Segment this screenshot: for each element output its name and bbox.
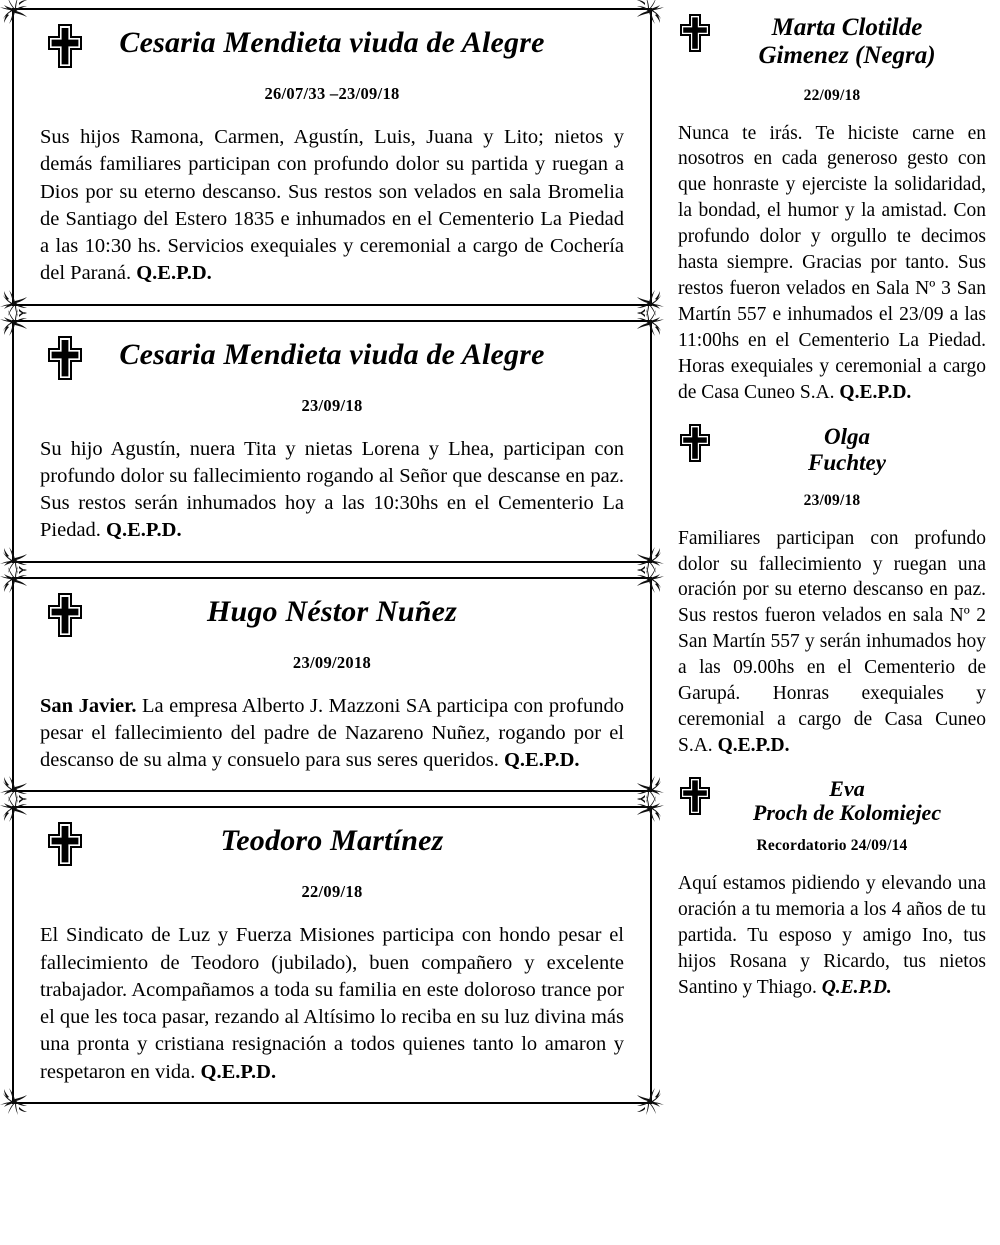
deceased-name-line2: Gimenez (Negra) [758, 42, 936, 70]
obituary-notice [12, 577, 652, 793]
floral-corner-ornament-icon [0, 307, 32, 341]
notice-header [40, 24, 624, 70]
notice-date: Recordatorio 24/09/14 [756, 837, 908, 855]
deceased-name: Hugo Néstor Nuñez [206, 594, 458, 628]
notice-date: 22/09/18 [301, 882, 363, 902]
floral-corner-ornament-icon [632, 307, 666, 341]
notice-body [40, 693, 624, 775]
obituary-notice [12, 8, 652, 306]
notice-date: 23/09/2018 [292, 652, 372, 672]
floral-corner-ornament-icon [0, 771, 32, 805]
deceased-name: Teodoro Martínez [220, 824, 444, 858]
floral-corner-ornament-icon [0, 0, 32, 29]
obituary-notice [12, 320, 652, 563]
notice-date: 26/07/33 –23/09/18 [264, 84, 400, 103]
latin-cross-icon [680, 777, 710, 815]
latin-cross-icon [680, 424, 710, 462]
deceased-name-line1: Marta Clotilde [771, 14, 923, 41]
floral-corner-ornament-icon [632, 771, 666, 805]
obituary-notice [678, 424, 986, 759]
notice-header [40, 593, 624, 639]
notice-body [678, 526, 986, 759]
latin-cross-icon [680, 14, 710, 52]
qepd-closing: Q.E.P.D. [717, 734, 790, 756]
floral-corner-ornament-icon [632, 542, 666, 576]
notice-body [40, 436, 624, 545]
floral-corner-ornament-icon [632, 0, 666, 29]
deceased-name-line2: Fuchtey [808, 449, 886, 475]
notice-body-text: Aquí estamos pidiendo y elevando una oración a tu memoria a los 4 años de tu partida. Tu esposo y amigo Ino, tus hijos Rosana y Ricardo, tus nietos Santino y Thiago. [678, 873, 986, 998]
floral-corner-ornament-icon [0, 564, 32, 598]
deceased-name-line2: Proch de Kolomiejec [752, 800, 942, 826]
deceased-name [678, 777, 986, 825]
right-column [662, 0, 1000, 1015]
notice-date: 23/09/18 [803, 491, 861, 509]
deceased-name: Cesaria Mendieta viuda de Alegre [119, 26, 545, 59]
notice-body-text: Familiares participan con profundo dolor su fallecimiento y ruegan una oración por su eterno descanso en paz. Sus restos fueron velados en sala Nº 2 San Martín 557 y serán inhumados hoy a las 09.00hs en el Cementerio de Garupá. Honras exequiales y ceremonial a cargo de Casa Cuneo S.A. [678, 527, 986, 756]
notice-date: 23/09/18 [301, 395, 363, 415]
latin-cross-icon [48, 336, 82, 380]
qepd-closing: Q.E.P.D. [821, 976, 892, 998]
deceased-name-line1: Olga [824, 423, 870, 449]
deceased-name-line1: Eva [829, 775, 865, 801]
notice-body-text: La empresa Alberto J. Mazzoni SA participa con profundo pesar el fallecimiento del padre de Nazareno Nuñez, rogando por el descanso de su alma y consuelo para sus seres queridos. [40, 694, 624, 771]
qepd-closing: Q.E.P.D. [839, 381, 912, 403]
obituary-notice [12, 806, 652, 1104]
notice-body-text: Nunca te irás. Te hiciste carne en nosotros en cada generoso gesto con que honraste y ejerciste la solidaridad, la bondad, el humor y la amistad. Con profundo dolor y orgullo te decimos hasta siempre. Gracias por tanto. Sus restos fueron velados en Sala Nº 3 San Martín 557 e inhumados el 23/09 a las 11:00hs en el Cementerio La Piedad. Horas exequiales y ceremonial a cargo de Casa Cuneo S.A. [678, 122, 986, 403]
deceased-name: Cesaria Mendieta viuda de Alegre [119, 337, 545, 371]
floral-corner-ornament-icon [632, 793, 666, 827]
notice-header [40, 822, 624, 868]
floral-corner-ornament-icon [0, 1083, 32, 1117]
latin-cross-icon [48, 24, 82, 68]
floral-corner-ornament-icon [0, 542, 32, 576]
notice-body [40, 922, 624, 1086]
notice-header [678, 14, 986, 71]
obituary-notice [678, 14, 986, 406]
floral-corner-ornament-icon [632, 564, 666, 598]
floral-corner-ornament-icon [0, 285, 32, 319]
notice-body [678, 871, 986, 1001]
qepd-closing: Q.E.P.D. [200, 1060, 277, 1083]
deceased-name [678, 14, 986, 71]
notice-body [678, 121, 986, 406]
floral-corner-ornament-icon [632, 285, 666, 319]
qepd-closing: Q.E.P.D. [136, 262, 212, 285]
notice-lead-location: San Javier. [40, 694, 137, 717]
floral-corner-ornament-icon [0, 793, 32, 827]
qepd-closing: Q.E.P.D. [106, 519, 182, 542]
obituary-notice [678, 777, 986, 1001]
latin-cross-icon [48, 822, 82, 866]
notice-body-text: Sus hijos Ramona, Carmen, Agustín, Luis, Juana y Lito; nietos y demás familiares participan con profundo dolor su partida y ruegan a Dios por su eterno descanso. Sus restos son velados en sala Bromelia de Santiago del Estero 1835 e inhumados en el Cementerio La Piedad a las 10:30 hs. Servicios exequiales y ceremonial a cargo de Cochería del Paraná. [40, 126, 624, 285]
notice-header [678, 424, 986, 476]
notice-header [678, 777, 986, 825]
latin-cross-icon [48, 593, 82, 637]
floral-corner-ornament-icon [632, 1083, 666, 1117]
notice-body-text: El Sindicato de Luz y Fuerza Misiones participa con hondo pesar el fallecimiento de Teodoro (jubilado), buen compañero y excelente trabajador. Acompañamos a toda su familia en este doloroso trance por el que les toca pasar, rezando al Altísimo lo reciba en su luz divina más una pronta y cristiana resignación a todos quienes tanto lo amaron y respetaron en vida. [40, 924, 624, 1083]
deceased-name [678, 424, 986, 476]
qepd-closing: Q.E.P.D. [503, 749, 580, 771]
notice-header [40, 336, 624, 382]
notice-body [40, 124, 624, 288]
notice-body-text: Su hijo Agustín, nuera Tita y nietas Lorena y Lhea, participan con profundo dolor su fallecimiento rogando al Señor que descanse en paz. Sus restos serán inhumados hoy a las 10:30hs en el Cementerio La Piedad. [40, 437, 624, 542]
notice-date: 22/09/18 [803, 86, 861, 104]
